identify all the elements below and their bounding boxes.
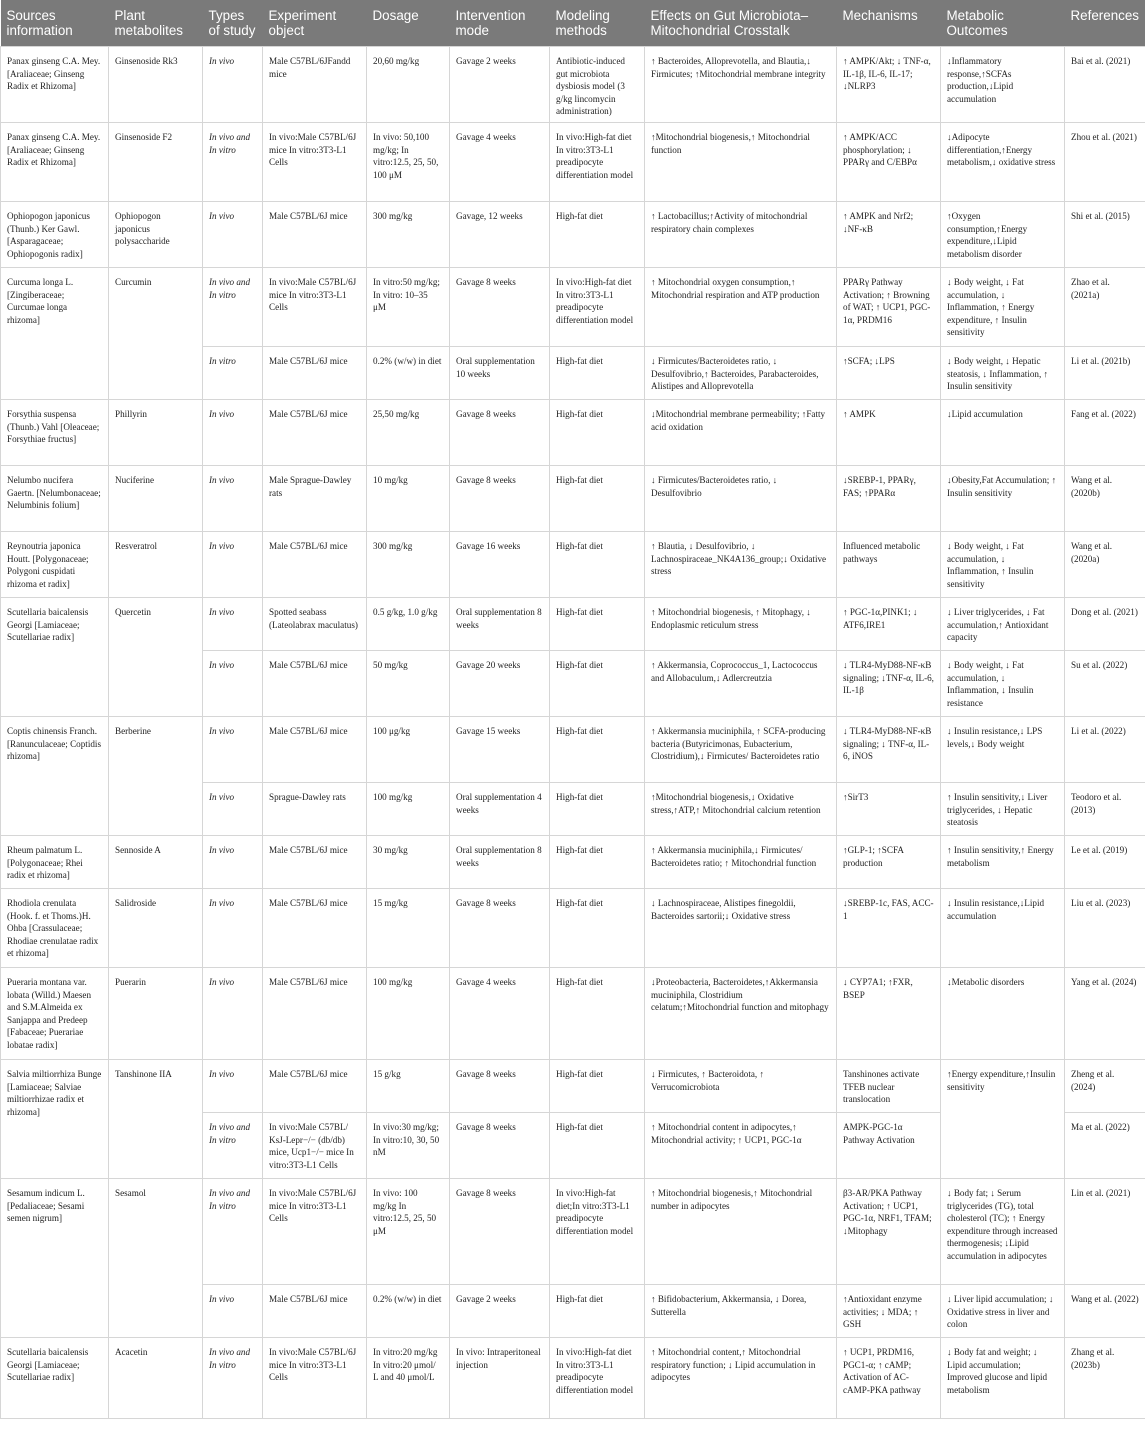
table-cell: High-fat diet [550,346,645,399]
table-cell: ↑ Bifidobacterium, Akkermansia, ↓ Dorea, Sutterella [645,1284,837,1337]
table-cell: 30 mg/kg [367,835,450,888]
table-cell: In vivo [203,782,263,835]
table-cell: High-fat diet [550,967,645,1059]
table-cell: Wang et al. (2022) [1065,1284,1145,1337]
table-cell: High-fat diet [550,716,645,782]
table-cell: 100 μg/kg [367,716,450,782]
table-cell: Shi et al. (2015) [1065,201,1145,267]
table-cell: Male C57BL/6J mice [263,531,367,597]
table-cell: ↑ Mitochondrial content in adipocytes,↑ Mitochondrial activity; ↑ UCP1, PGC-1α [645,1112,837,1178]
table-cell: In vivo and In vitro [203,267,263,346]
table-cell: ↓Inflammatory response,↑SCFAs production,↓Lipid accumulation [941,47,1065,123]
table-cell: Male C57BL/6J mice [263,1059,367,1112]
table-cell: Male C57BL/6J mice [263,1284,367,1337]
table-cell: ↑ Blautia, ↓ Desulfovibrio, ↓ Lachnospiraceae_NK4A136_group;↓ Oxidative stress [645,531,837,597]
table-cell: Dong et al. (2021) [1065,597,1145,650]
table-cell: ↑Mitochondrial biogenesis,↓ Oxidative stress,↑ATP,↑ Mitochondrial calcium retention [645,782,837,835]
table-cell: Male C57BL/6J mice [263,650,367,716]
table-row [1,967,1145,1059]
col-header-metabolites: Plant metabolites [109,0,203,47]
table-cell: Forsythia suspensa (Thunb.) Vahl [Oleaceae; Forsythiae fructus] [1,399,109,465]
table-cell: ↑ Akkermansia muciniphila,↓ Firmicutes/ Bacteroidetes ratio; ↑ Mitochondrial function [645,835,837,888]
table-cell: In vivo and In vitro [203,1337,263,1418]
table-row [1,399,1145,465]
table-cell: ↑Energy expenditure,↑Insulin sensitivity [941,1059,1065,1178]
table-row [1,888,1145,967]
table-cell: ↓Metabolic disorders [941,967,1065,1059]
table-cell: ↑Mitochondrial biogenesis,↑ Mitochondrial function [645,122,837,201]
col-header-effects: Effects on Gut Microbiota–Mitochondrial Crosstalk [645,0,837,47]
table-cell: Spotted seabass (Lateolabrax maculatus) [263,597,367,650]
table-cell: Male C57BL/6J mice [263,716,367,782]
table-cell: In vivo:Male C57BL/6J mice In vitro:3T3-L1 Cells [263,267,367,346]
table-cell: Scutellaria baicalensis Georgi [Lamiaceae; Scutellariae radix] [1,597,109,716]
table-cell: ↓ CYP7A1; ↑FXR, BSEP [837,967,941,1059]
table-cell: Zhou et al. (2021) [1065,122,1145,201]
table-cell: Gavage 16 weeks [450,531,550,597]
table-cell: Nuciferine [109,465,203,531]
table-cell: In vivo:Male C57BL/6J mice In vitro:3T3-L1 Cells [263,122,367,201]
table-cell: Tanshinones activate TFEB nuclear translocation [837,1059,941,1112]
table-cell: In vivo [203,531,263,597]
table-cell: ↑ Mitochondrial oxygen consumption,↑ Mitochondrial respiration and ATP production [645,267,837,346]
table-cell: In vivo [203,201,263,267]
table-cell: Resveratrol [109,531,203,597]
table-cell: High-fat diet [550,1112,645,1178]
table-cell: ↑ Mitochondrial content,↑ Mitochondrial respiratory function; ↓ Lipid accumulation in adipocytes [645,1337,837,1418]
table-cell: ↑ AMPK/ACC phosphorylation; ↓ PPARγ and C/EBPα [837,122,941,201]
table-cell: Oral supplementation 4 weeks [450,782,550,835]
table-row [1,47,1145,123]
table-cell: ↑ Akkermansia muciniphila, ↑ SCFA-producing bacteria (Butyricimonas, Eubacterium, Clostridium),↓ Firmicutes/ Bacteroidetes ratio [645,716,837,782]
table-cell: In vivo [203,650,263,716]
table-cell: Panax ginseng C.A. Mey. [Araliaceae; Ginseng Radix et Rhizoma] [1,47,109,123]
table-cell: ↑ Insulin sensitivity,↑ Energy metabolism [941,835,1065,888]
table-cell: ↓ Insulin resistance,↓ LPS levels,↓ Body weight [941,716,1065,782]
table-cell: Male C57BL/6JFandd mice [263,47,367,123]
table-cell: In vivo:Male C57BL/6J mice In vitro:3T3-L1 Cells [263,1337,367,1418]
table-cell: Rhodiola crenulata (Hook. f. et Thoms.)H. Ohba [Crassulaceae; Rhodiae crenulatae radix et rhizoma] [1,888,109,967]
table-cell: Male C57BL/6J mice [263,201,367,267]
table-cell: Phillyrin [109,399,203,465]
table-cell: Wang et al. (2020b) [1065,465,1145,531]
table-cell: β3-AR/PKA Pathway Activation; ↑ UCP1, PGC-1α, NRF1, TFAM; ↓Mitophagy [837,1178,941,1284]
table-cell: In vivo [203,835,263,888]
table-cell: Gavage 2 weeks [450,47,550,123]
table-cell: Li et al. (2022) [1065,716,1145,782]
table-cell: 100 mg/kg [367,782,450,835]
table-cell: Gavage 4 weeks [450,122,550,201]
table-cell: ↓Proteobacteria, Bacteroidetes,↑Akkermansia muciniphila, Clostridium celatum;↑Mitochondrial function and mitophagy [645,967,837,1059]
table-cell: ↑ Bacteroides, Alloprevotella, and Blautia,↓ Firmicutes; ↑Mitochondrial membrane integrity [645,47,837,123]
table-cell: Male C57BL/6J mice [263,888,367,967]
table-cell: Pueraria montana var. lobata (Willd.) Maesen and S.M.Almeida ex Sanjappa and Predeep [Fabaceae; Puerariae lobatae radix] [1,967,109,1059]
table-cell: ↓ Firmicutes, ↑ Bacteroidota, ↑ Verrucomicrobiota [645,1059,837,1112]
table-row [1,1059,1145,1112]
table-cell: In vivo:High-fat diet In vitro:3T3-L1 preadipocyte differentiation model [550,1337,645,1418]
table-cell: High-fat diet [550,465,645,531]
table-cell: ↑ Lactobacillus;↑Activity of mitochondrial respiratory chain complexes [645,201,837,267]
table-cell: ↑ Mitochondrial biogenesis, ↑ Mitophagy, ↓ Endoplasmic reticulum stress [645,597,837,650]
table-cell: High-fat diet [550,1284,645,1337]
table-cell: In vivo [203,465,263,531]
table-cell: High-fat diet [550,399,645,465]
col-header-experiment-object: Experiment object [263,0,367,47]
table-cell: ↑Oxygen consumption,↑Energy expenditure,↓Lipid metabolism disorder [941,201,1065,267]
col-header-study-type: Types of study [203,0,263,47]
table-cell: Sesamum indicum L. [Pedaliaceae; Sesami semen nigrum] [1,1178,109,1337]
table-cell: In vivo and In vitro [203,122,263,201]
table-cell: 50 mg/kg [367,650,450,716]
table-cell: High-fat diet [550,1059,645,1112]
table-cell: Gavage 8 weeks [450,1178,550,1284]
table-cell: ↑SCFA; ↓LPS [837,346,941,399]
table-cell: In vivo: 100 mg/kg In vitro:12.5, 25, 50 μM [367,1178,450,1284]
table-cell: ↓Adipocyte differentiation,↑Energy metabolism,↓ oxidative stress [941,122,1065,201]
table-cell: ↓Mitochondrial membrane permeability; ↑Fatty acid oxidation [645,399,837,465]
table-cell: Curcumin [109,267,203,399]
table-cell: In vivo [203,1284,263,1337]
table-cell: 0.2% (w/w) in diet [367,1284,450,1337]
table-cell: Sesamol [109,1178,203,1337]
table-cell: Male C57BL/6J mice [263,399,367,465]
table-row [1,597,1145,650]
table-cell: In vivo: Intraperitoneal injection [450,1337,550,1418]
table-cell: Oral supplementation 10 weeks [450,346,550,399]
table-cell: Ginsenoside F2 [109,122,203,201]
table-cell: ↓ Body weight, ↓ Fat accumulation, ↓ Inflammation, ↑ Energy expenditure, ↑ Insulin sensitivity [941,267,1065,346]
table-cell: 0.5 g/kg, 1.0 g/kg [367,597,450,650]
table-cell: In vivo [203,967,263,1059]
table-cell: Quercetin [109,597,203,716]
table-cell: Gavage 8 weeks [450,399,550,465]
table-cell: ↓SREBP-1c, FAS, ACC-1 [837,888,941,967]
table-cell: ↓ Body fat; ↓ Serum triglycerides (TG), total cholesterol (TC); ↑ Energy expenditure through increased thermogenesis; ↓Lipid accumulation in adipocytes [941,1178,1065,1284]
table-cell: Gavage 2 weeks [450,1284,550,1337]
table-cell: 300 mg/kg [367,531,450,597]
table-cell: Male C57BL/6J mice [263,346,367,399]
table-cell: In vivo:Male C57BL/ KsJ-Lepr−/− (db/db) mice, Ucp1−/− mice In vitro:3T3-L1 Cells [263,1112,367,1178]
table-cell: High-fat diet [550,531,645,597]
table-cell: Gavage 8 weeks [450,465,550,531]
table-cell: Puerarin [109,967,203,1059]
table-cell: 0.2% (w/w) in diet [367,346,450,399]
table-body [1,47,1145,1419]
table-cell: Male Sprague-Dawley rats [263,465,367,531]
table-cell: Ophiopogon japonicus polysaccharide [109,201,203,267]
table-cell: Gavage, 12 weeks [450,201,550,267]
table-cell: Le et al. (2019) [1065,835,1145,888]
table-cell: Zhang et al. (2023b) [1065,1337,1145,1418]
table-row [1,465,1145,531]
table-cell: Gavage 8 weeks [450,1059,550,1112]
table-cell: Coptis chinensis Franch. [Ranunculaceae; Coptidis rhizoma] [1,716,109,835]
table-cell: Influenced metabolic pathways [837,531,941,597]
table-cell: ↑ Akkermansia, Coprococcus_1, Lactococcus and Allobaculum,↓ Adlercreutzia [645,650,837,716]
table-row [1,267,1145,346]
table-cell: ↓SREBP-1, PPARγ, FAS; ↑PPARα [837,465,941,531]
table-row [1,531,1145,597]
table-cell: Zheng et al. (2024) [1065,1059,1145,1112]
table-cell: ↓ Firmicutes/Bacteroidetes ratio, ↓ Desulfovibrio,↑ Bacteroides, Parabacteroides, Alistipes and Alloprevotella [645,346,837,399]
table-cell: ↑ PGC-1α,PINK1; ↓ ATF6,IRE1 [837,597,941,650]
table-row [1,1337,1145,1418]
table-cell: In vivo: 50,100 mg/kg; In vitro:12.5, 25, 50, 100 μM [367,122,450,201]
table-cell: ↓ Firmicutes/Bacteroidetes ratio, ↓ Desulfovibrio [645,465,837,531]
table-cell: ↓ Body weight, ↓ Hepatic steatosis, ↓ Inflammation, ↑ Insulin sensitivity [941,346,1065,399]
table-cell: In vitro [203,346,263,399]
table-cell: Gavage 8 weeks [450,888,550,967]
table-cell: ↑GLP-1; ↑SCFA production [837,835,941,888]
table-cell: ↑SirT3 [837,782,941,835]
table-cell: ↑ AMPK/Akt; ↓ TNF-α, IL-1β, IL-6, IL-17; ↓NLRP3 [837,47,941,123]
table-cell: Gavage 8 weeks [450,1112,550,1178]
table-cell: Fang et al. (2022) [1065,399,1145,465]
table-cell: Salvia miltiorrhiza Bunge [Lamiaceae; Salviae miltiorrhizae radix et rhizoma] [1,1059,109,1178]
table-cell: ↑ Mitochondrial biogenesis,↑ Mitochondrial number in adipocytes [645,1178,837,1284]
table-cell: In vivo and In vitro [203,1112,263,1178]
table-row [1,122,1145,201]
table-cell: Nelumbo nucifera Gaertn. [Nelumbonaceae; Nelumbinis folium] [1,465,109,531]
table-cell: Lin et al. (2021) [1065,1178,1145,1284]
table-cell: In vivo [203,888,263,967]
table-cell: AMPK-PGC-1α Pathway Activation [837,1112,941,1178]
table-cell: Berberine [109,716,203,835]
table-row [1,835,1145,888]
table-cell: High-fat diet [550,597,645,650]
table-cell: 10 mg/kg [367,465,450,531]
table-cell: Oral supplementation 8 weeks [450,597,550,650]
table-cell: Teodoro et al. (2013) [1065,782,1145,835]
col-header-dosage: Dosage [367,0,450,47]
table-cell: In vivo [203,716,263,782]
table-cell: In vitro:50 mg/kg; In vitro: 10–35 μM [367,267,450,346]
table-cell: ↓ Liver lipid accumulation; ↓ Oxidative stress in liver and colon [941,1284,1065,1337]
table-cell: High-fat diet [550,201,645,267]
table-cell: High-fat diet [550,835,645,888]
table-cell: Male C57BL/6J mice [263,967,367,1059]
table-cell: Gavage 4 weeks [450,967,550,1059]
table-cell: Bai et al. (2021) [1065,47,1145,123]
table-cell: Yang et al. (2024) [1065,967,1145,1059]
table-cell: ↓ Body weight, ↓ Fat accumulation, ↓ Inflammation, ↓ Insulin resistance [941,650,1065,716]
table-cell: Salidroside [109,888,203,967]
table-cell: ↓ Body weight, ↓ Fat accumulation, ↓ Inflammation, ↑ Insulin sensitivity [941,531,1065,597]
table-cell: In vivo [203,597,263,650]
table-cell: In vivo [203,47,263,123]
table-cell: Sennoside A [109,835,203,888]
table-cell: ↑ AMPK [837,399,941,465]
table-cell: Reynoutria japonica Houtt. [Polygonaceae; Polygoni cuspidati rhizoma et radix] [1,531,109,597]
table-cell: 15 mg/kg [367,888,450,967]
table-cell: Panax ginseng C.A. Mey. [Araliaceae; Ginseng Radix et Rhizoma] [1,122,109,201]
table-cell: Liu et al. (2023) [1065,888,1145,967]
table-cell: ↓ Insulin resistance,↓Lipid accumulation [941,888,1065,967]
table-cell: Wang et al. (2020a) [1065,531,1145,597]
col-header-intervention: Intervention mode [450,0,550,47]
table-cell: In vitro:20 mg/kg In vitro:20 μmol/ L and 40 μmol/L [367,1337,450,1418]
col-header-sources: Sources information [1,0,109,47]
table-cell: In vivo [203,399,263,465]
table-row [1,1178,1145,1284]
table-cell: In vivo [203,1059,263,1112]
table-cell: ↑ Insulin sensitivity,↓ Liver triglycerides, ↓ Hepatic steatosis [941,782,1065,835]
table-cell: In vivo:High-fat diet In vitro:3T3-L1 preadipocyte differentiation model [550,122,645,201]
table-cell: Acacetin [109,1337,203,1418]
table-cell: Zhao et al. (2021a) [1065,267,1145,346]
table-cell: ↓ TLR4-MyD88-NF-κB signaling; ↓TNF-α, IL-6, IL-1β [837,650,941,716]
table-cell: Rheum palmatum L. [Polygonaceae; Rhei radix et rhizoma] [1,835,109,888]
col-header-mechanisms: Mechanisms [837,0,941,47]
table-cell: Gavage 20 weeks [450,650,550,716]
table-cell: Oral supplementation 8 weeks [450,835,550,888]
table-cell: In vivo:High-fat diet;In vitro:3T3-L1 preadipocyte differentiation model [550,1178,645,1284]
table-cell: ↓ Lachnospiraceae, Alistipes finegoldii, Bacteroides sartorii;↓ Oxidative stress [645,888,837,967]
table-cell: In vivo:30 mg/kg; In vitro:10, 30, 50 nM [367,1112,450,1178]
table-cell: High-fat diet [550,782,645,835]
table-cell: Li et al. (2021b) [1065,346,1145,399]
col-header-modeling: Modeling methods [550,0,645,47]
header-row [1,0,1145,47]
table-cell: Male C57BL/6J mice [263,835,367,888]
table-cell: 20,60 mg/kg [367,47,450,123]
table-cell: ↑Antioxidant enzyme activities; ↓ MDA; ↑ GSH [837,1284,941,1337]
table-cell: Gavage 15 weeks [450,716,550,782]
table-cell: Tanshinone IIA [109,1059,203,1178]
table-cell: Antibiotic-induced gut microbiota dysbiosis model (3 g/kg lincomycin administration) [550,47,645,123]
table-cell: Curcuma longa L. [Zingiberaceae; Curcumae longa rhizoma] [1,267,109,399]
table-cell: In vivo and In vitro [203,1178,263,1284]
table-cell: ↓Lipid accumulation [941,399,1065,465]
table-cell: Sprague-Dawley rats [263,782,367,835]
table-cell: 100 mg/kg [367,967,450,1059]
table-row [1,201,1145,267]
table-cell: Su et al. (2022) [1065,650,1145,716]
table-cell: ↓ TLR4-MyD88-NF-κB signaling; ↓ TNF-α, IL-6, iNOS [837,716,941,782]
table-cell: In vivo:High-fat diet In vitro:3T3-L1 preadipocyte differentiation model [550,267,645,346]
table-cell: In vivo:Male C57BL/6J mice In vitro:3T3-L1 Cells [263,1178,367,1284]
table-cell: ↓ Body fat and weight; ↓ Lipid accumulation; Improved glucose and lipid metabolism [941,1337,1065,1418]
table-cell: ↓ Liver triglycerides, ↓ Fat accumulation,↑ Antioxidant capacity [941,597,1065,650]
table-cell: PPARγ Pathway Activation; ↑ Browning of WAT; ↑ UCP1, PGC-1α, PRDM16 [837,267,941,346]
table-row [1,716,1145,782]
table-cell: Ophiopogon japonicus (Thunb.) Ker Gawl. [Asparagaceae; Ophiopogonis radix] [1,201,109,267]
table-cell: Ginsenoside Rk3 [109,47,203,123]
table-cell: ↑ AMPK and Nrf2; ↓NF-κB [837,201,941,267]
table-cell: Ma et al. (2022) [1065,1112,1145,1178]
table-cell: 15 g/kg [367,1059,450,1112]
table-cell: ↓Obesity,Fat Accumulation; ↑ Insulin sensitivity [941,465,1065,531]
table-cell: 300 mg/kg [367,201,450,267]
table-cell: High-fat diet [550,888,645,967]
table-cell: 25,50 mg/kg [367,399,450,465]
table-cell: ↑ UCP1, PRDM16, PGC1-α; ↑ cAMP; Activation of AC-cAMP-PKA pathway [837,1337,941,1418]
table-cell: High-fat diet [550,650,645,716]
table-cell: Gavage 8 weeks [450,267,550,346]
col-header-outcomes: Metabolic Outcomes [941,0,1065,47]
table-cell: Scutellaria baicalensis Georgi [Lamiaceae; Scutellariae radix] [1,1337,109,1418]
col-header-references: References [1065,0,1145,47]
